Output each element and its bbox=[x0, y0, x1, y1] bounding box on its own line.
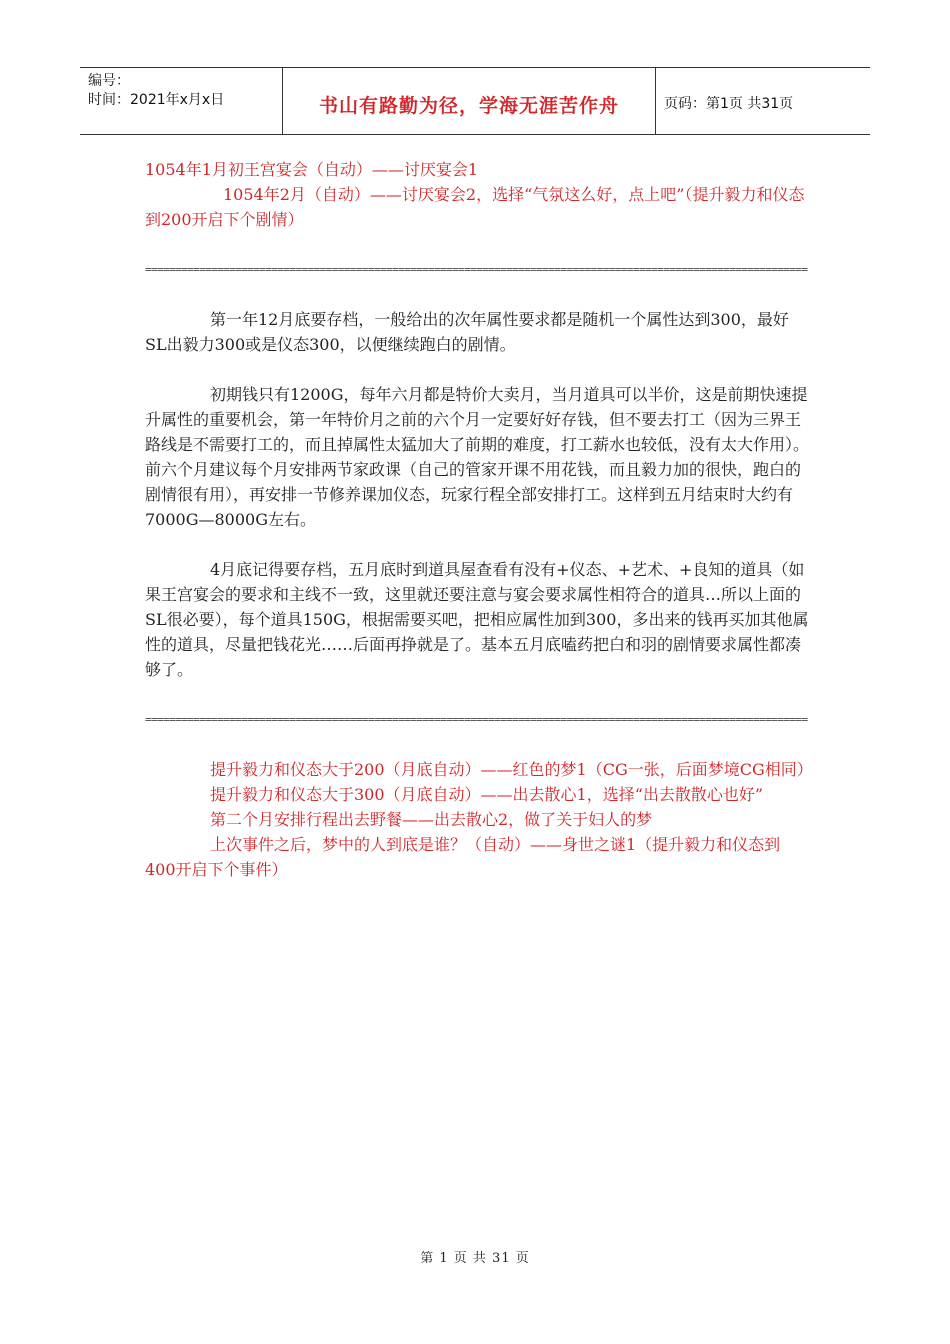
page-footer: 第 1 页 共 31 页 bbox=[420, 1251, 530, 1266]
header-meta bbox=[80, 68, 283, 134]
event-line: 提升毅力和仪态大于300（月底自动）——出去散心1，选择“出去散散心也好” bbox=[210, 785, 764, 804]
separator-line: ============================================================================================================== bbox=[145, 263, 808, 276]
event-line: 1054年2月（自动）——讨厌宴会2，选择“气氛这么好，点上吧”（提升毅力和仪态到200开启下个剧情） bbox=[145, 185, 805, 229]
page-header bbox=[80, 67, 870, 135]
document-body bbox=[145, 157, 813, 882]
spacer bbox=[145, 532, 810, 557]
event-line: 1054年1月初王宫宴会（自动）——讨厌宴会1 bbox=[145, 160, 479, 179]
doc-number-label: 编号： bbox=[88, 73, 130, 89]
header-page-info: 页码：第1页 共31页 bbox=[664, 96, 794, 112]
event-line: 提升毅力和仪态大于200（月底自动）——红色的梦1（CG一张，后面梦境CG相同） bbox=[210, 760, 813, 779]
body-paragraph: 第一年12月底要存档，一般给出的次年属性要求都是随机一个属性达到300，最好SL出毅力300或是仪态300，以便继续跑白的剧情。 bbox=[145, 310, 789, 354]
spacer bbox=[145, 732, 810, 757]
doc-time-label: 时间：2021年x月x日 bbox=[88, 92, 225, 108]
body-paragraph: 4月底记得要存档，五月底时到道具屋查看有没有+仪态、+艺术、+良知的道具（如果王宫宴会的要求和主线不一致，这里就还要注意与宴会要求属性相符合的道具…所以上面的SL很必要），每个道具150G，根据需要买吧，把相应属性加到300，多出来的钱再买加其他属性的道具，尽量把钱花光……后面再挣就是了。基本五月底嗑药把白和羽的剧情要求属性都凑够了。 bbox=[145, 560, 809, 679]
separator-line: ============================================================================================================== bbox=[145, 713, 808, 726]
event-line: 上次事件之后，梦中的人到底是谁？（自动）——身世之谜1（提升毅力和仪态到400开启下个事件） bbox=[145, 835, 781, 879]
body-paragraph: 初期钱只有1200G，每年六月都是特价大卖月，当月道具可以半价，这是前期快速提升属性的重要机会，第一年特价月之前的六个月一定要好好存钱，但不要去打工（因为三界王路线是不需要打工的，而且掉属性太猛加大了前期的难度，打工薪水也较低，没有太大作用）。前六个月建议每个月安排两节家政课（自己的管家开课不用花钱，而且毅力加的很快，跑白的剧情很有用），再安排一节修养课加仪态，玩家行程全部安排打工。这样到五月结束时大约有7000G—8000G左右。 bbox=[145, 385, 810, 529]
spacer bbox=[145, 232, 810, 257]
spacer bbox=[145, 682, 810, 707]
header-motto: 书山有路勤为径，学海无涯苦作舟 bbox=[283, 68, 656, 134]
event-line: 第二个月安排行程出去野餐——出去散心2，做了关于妇人的梦 bbox=[210, 810, 653, 829]
spacer bbox=[145, 357, 810, 382]
spacer bbox=[145, 282, 810, 307]
